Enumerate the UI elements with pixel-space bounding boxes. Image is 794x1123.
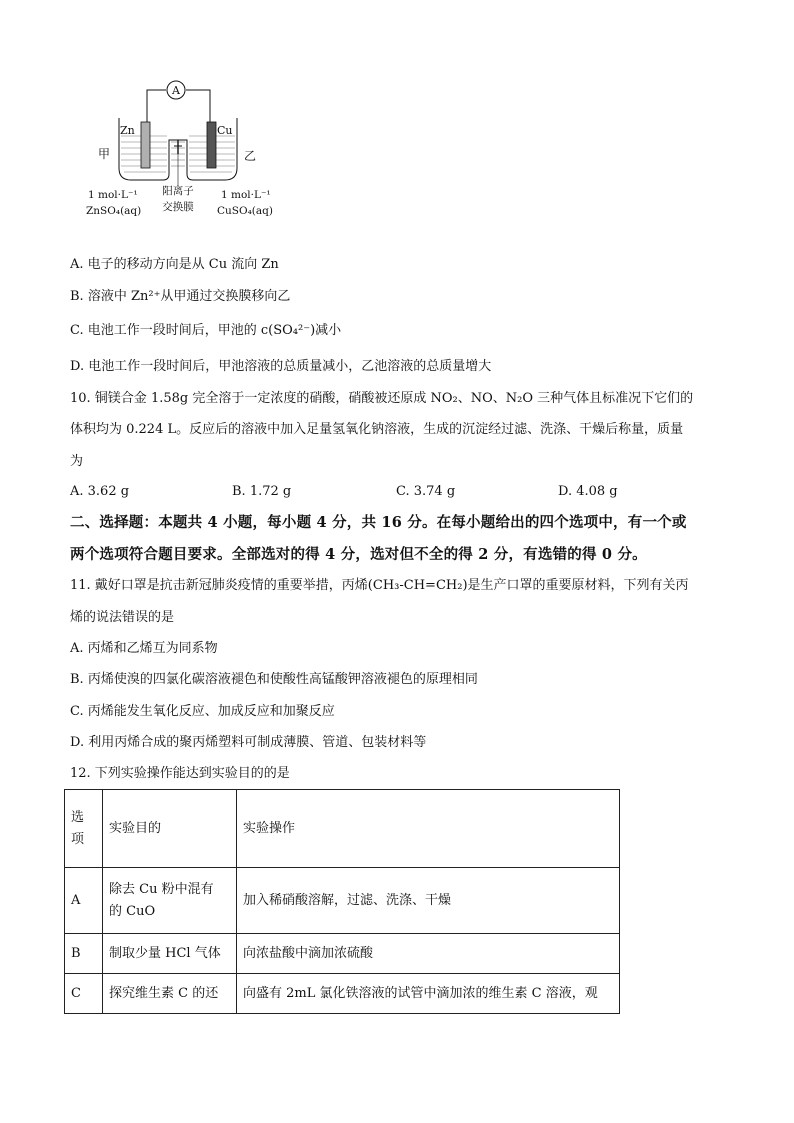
header-option: 选 项	[65, 790, 103, 868]
row-b-operation: 向浓盐酸中滴加浓硫酸	[237, 934, 620, 974]
q11-stem-line2: 烯的说法错误的是	[70, 610, 175, 625]
q11-stem-line1: 11. 戴好口罩是抗击新冠肺炎疫情的重要举措，丙烯(CH₃-CH=CH₂)是生产口罩的重要原材料，下列有关丙	[70, 578, 689, 593]
row-b-purpose: 制取少量 HCl 气体	[103, 934, 237, 974]
q10-option-c: C. 3.74 g	[396, 484, 456, 499]
section2-heading-line1: 二、选择题：本题共 4 小题，每小题 4 分，共 16 分。在每小题给出的四个选项中，有一个或	[70, 514, 687, 531]
q9-option-a: A. 电子的移动方向是从 Cu 流向 Zn	[70, 257, 279, 272]
section2-heading-line2: 两个选项符合题目要求。全部选对的得 4 分，选对但不全的得 2 分，有选错的得 0 分。	[70, 546, 647, 563]
left-solution-label: ZnSO₄(aq)	[86, 205, 142, 217]
q10-option-a: A. 3.62 g	[70, 484, 130, 499]
q10-option-d: D. 4.08 g	[558, 484, 618, 499]
header-operation: 实验操作	[237, 790, 620, 868]
row-a-option: A	[65, 868, 103, 934]
q10-stem-line3: 为	[70, 454, 84, 469]
q10-options	[70, 484, 630, 502]
ammeter-label: A	[172, 84, 180, 97]
membrane-label-1: 阳离子	[162, 185, 194, 197]
table-row	[65, 868, 620, 934]
table-row	[65, 974, 620, 1014]
row-a-operation: 加入稀硝酸溶解，过滤、洗涤、干燥	[237, 868, 620, 934]
q9-option-c: C. 电池工作一段时间后，甲池的 c(SO₄²⁻)减小	[70, 323, 342, 338]
q10-stem-line2: 体积均为 0.224 L。反应后的溶液中加入足量氢氧化钠溶液，生成的沉淀经过滤、洗涤、干燥后称量，质量	[70, 422, 684, 437]
row-c-operation: 向盛有 2mL 氯化铁溶液的试管中滴加浓的维生素 C 溶液，观	[237, 974, 620, 1014]
left-conc-label: 1 mol·L⁻¹	[88, 189, 138, 201]
q12-stem: 12. 下列实验操作能达到实验目的的是	[70, 766, 290, 781]
q10-stem-line1: 10. 铜镁合金 1.58g 完全溶于一定浓度的硝酸，硝酸被还原成 NO₂、NO、N₂O 三种气体且标准况下它们的	[70, 391, 694, 406]
row-c-option: C	[65, 974, 103, 1014]
header-purpose: 实验目的	[103, 790, 237, 868]
right-conc-label: 1 mol·L⁻¹	[221, 189, 271, 201]
q11-option-c: C. 丙烯能发生氧化反应、加成反应和加聚反应	[70, 704, 335, 719]
q11-option-b: B. 丙烯使溴的四氯化碳溶液褪色和使酸性高锰酸钾溶液褪色的原理相同	[70, 672, 478, 687]
galvanic-cell-diagram	[84, 78, 294, 228]
zn-electrode	[141, 122, 150, 168]
q9-option-d: D. 电池工作一段时间后，甲池溶液的总质量减小，乙池溶液的总质量增大	[70, 359, 492, 374]
cu-label: Cu	[217, 124, 233, 137]
cell-jia-label: 甲	[98, 147, 111, 161]
table-header-row	[65, 790, 620, 868]
cell-yi-label: 乙	[244, 149, 257, 163]
row-c-purpose: 探究维生素 C 的还	[103, 974, 237, 1014]
q11-option-d: D. 利用丙烯合成的聚丙烯塑料可制成薄膜、管道、包装材料等	[70, 735, 427, 750]
q10-option-b: B. 1.72 g	[232, 484, 292, 499]
membrane-label-2: 交换膜	[162, 201, 194, 213]
q9-option-b: B. 溶液中 Zn²⁺从甲通过交换膜移向乙	[70, 289, 291, 304]
right-solution-label: CuSO₄(aq)	[217, 205, 273, 217]
row-a-purpose: 除去 Cu 粉中混有 的 CuO	[103, 868, 237, 934]
q11-option-a: A. 丙烯和乙烯互为同系物	[70, 641, 218, 656]
cu-electrode	[207, 122, 216, 168]
zn-label: Zn	[120, 124, 135, 137]
q12-table	[64, 789, 620, 1014]
table-row	[65, 934, 620, 974]
row-b-option: B	[65, 934, 103, 974]
